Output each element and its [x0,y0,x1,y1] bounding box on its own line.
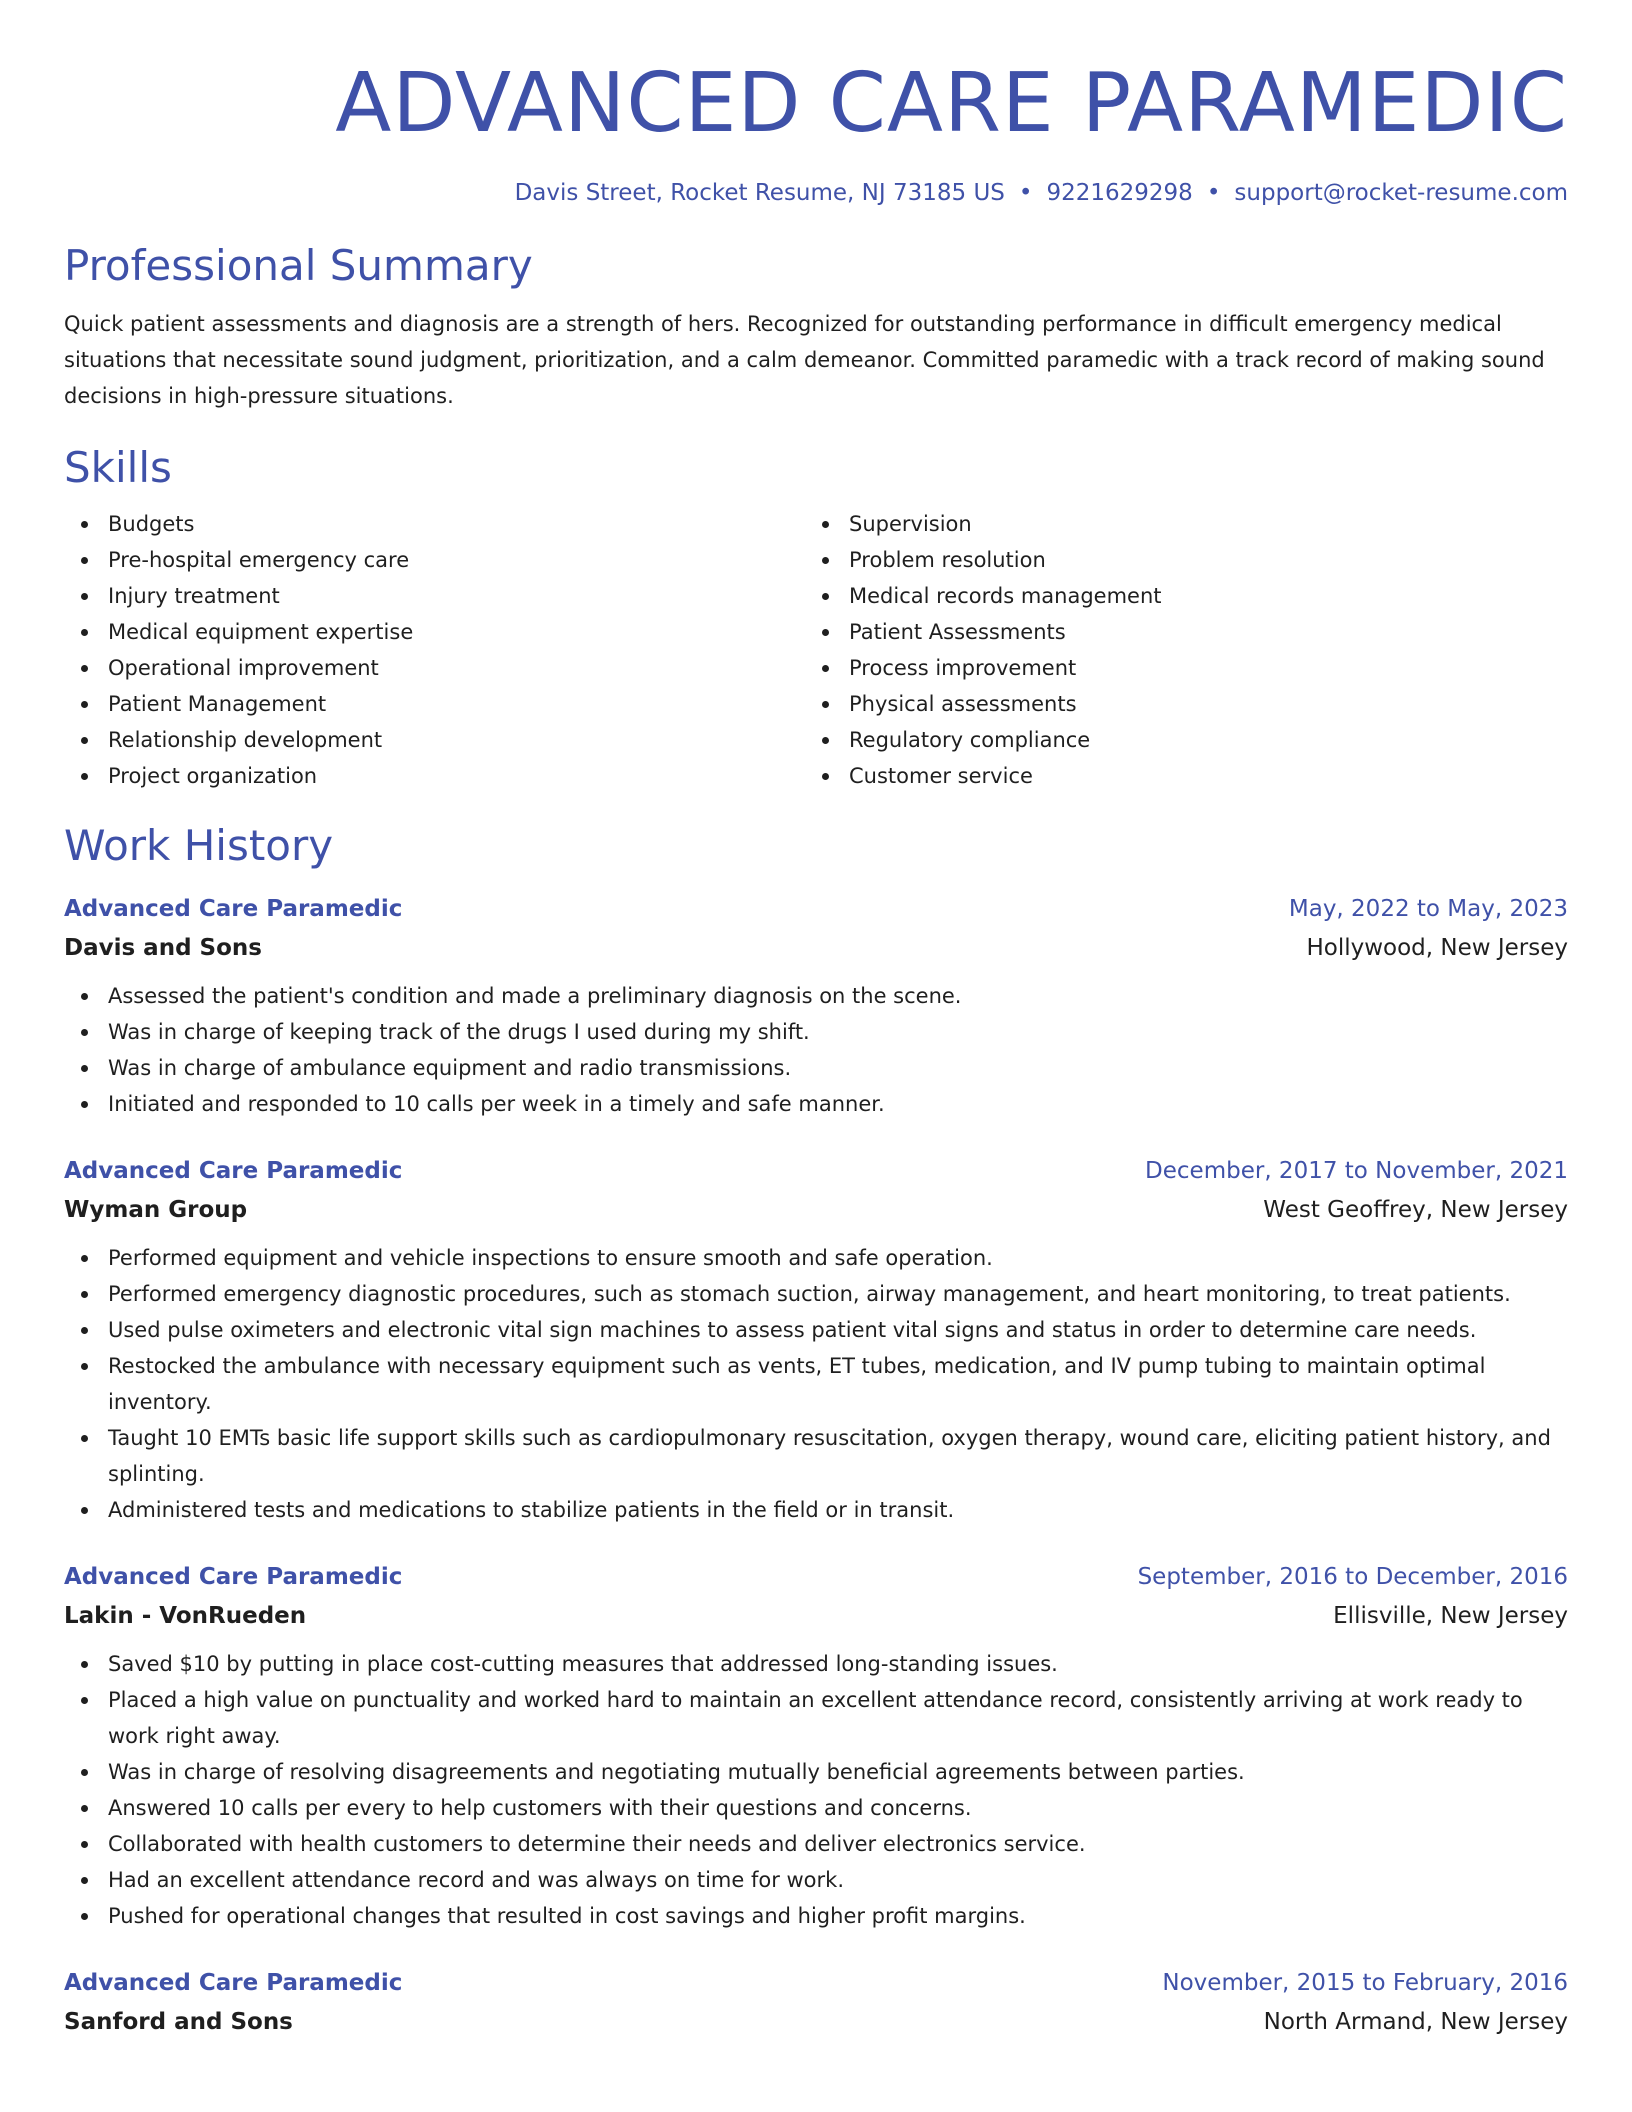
job-company-row [64,1190,1568,1230]
job-header-row [64,1558,1568,1596]
skill-item: Regulatory compliance [805,722,1546,758]
skill-item: Relationship development [64,722,805,758]
job-location: West Geoffrey, New Jersey [1263,1197,1568,1223]
job-header-row [64,1152,1568,1190]
job-dates: May, 2022 to May, 2023 [1288,896,1568,922]
skills-column-right [805,506,1546,794]
skills-heading: Skills [64,443,172,492]
duty-item: Assessed the patient's condition and made a preliminary diagnosis on the scene. [64,978,1568,1014]
job-header-row [64,890,1568,928]
separator: • [1206,180,1221,206]
skill-item: Patient Management [64,686,805,722]
duty-item: Was in charge of ambulance equipment and radio transmissions. [64,1050,1568,1086]
summary-text: Quick patient assessments and diagnosis are a strength of hers. Recognized for outstanding performance in difficult emergency medical situations that necessitate sound judgment, prioritization, and a calm demeanor. Committed paramedic with a track record of making sound decisions in high-pressure situations. [64,312,1545,408]
skill-item: Pre-hospital emergency care [64,542,805,578]
job-dates: November, 2015 to February, 2016 [1162,1970,1568,1996]
skill-item: Supervision [805,506,1546,542]
duty-item: Restocked the ambulance with necessary equipment such as vents, ET tubes, medication, and IV pump tubing to maintain optimal inventory. [64,1348,1568,1420]
job-dates: December, 2017 to November, 2021 [1145,1158,1568,1184]
job-dates: September, 2016 to December, 2016 [1137,1564,1568,1590]
job-header-row [64,1964,1568,2002]
job-entry [64,1964,1568,2042]
candidate-name: ADVANCED CARE PARAMEDIC [335,56,1568,151]
skills-column-left [64,506,805,794]
job-entry [64,1152,1568,1528]
skill-item: Patient Assessments [805,614,1546,650]
duty-item: Saved $10 by putting in place cost-cutting measures that addressed long-standing issues. [64,1646,1568,1682]
skill-item: Process improvement [805,650,1546,686]
job-location: Ellisville, New Jersey [1333,1603,1568,1629]
skill-item: Customer service [805,758,1546,794]
job-title: Advanced Care Paramedic [64,1970,403,1996]
duty-item: Was in charge of resolving disagreements and negotiating mutually beneficial agreements between parties. [64,1754,1568,1790]
job-title: Advanced Care Paramedic [64,1564,403,1590]
skill-item: Problem resolution [805,542,1546,578]
skill-item: Injury treatment [64,578,805,614]
job-title: Advanced Care Paramedic [64,1158,403,1184]
duty-item: Performed emergency diagnostic procedures, such as stomach suction, airway management, and heart monitoring, to treat patients. [64,1276,1568,1312]
duty-item: Used pulse oximeters and electronic vital sign machines to assess patient vital signs and status in order to determine care needs. [64,1312,1568,1348]
duty-item: Initiated and responded to 10 calls per week in a timely and safe manner. [64,1086,1568,1122]
job-entry [64,1558,1568,1934]
job-location: North Armand, New Jersey [1263,2009,1568,2035]
job-duties [64,978,1568,1122]
duty-item: Had an excellent attendance record and was always on time for work. [64,1862,1568,1898]
job-duties [64,1646,1568,1934]
skill-item: Physical assessments [805,686,1546,722]
duty-item: Pushed for operational changes that resulted in cost savings and higher profit margins. [64,1898,1568,1934]
company-name: Lakin - VonRueden [64,1603,307,1629]
email: support@rocket-resume.com [1234,180,1568,206]
duty-item: Collaborated with health customers to determine their needs and deliver electronics service. [64,1826,1568,1862]
duty-item: Answered 10 calls per every to help customers with their questions and concerns. [64,1790,1568,1826]
duty-item: Placed a high value on punctuality and worked hard to maintain an excellent attendance record, consistently arriving at work ready to work right away. [64,1682,1568,1754]
job-title: Advanced Care Paramedic [64,896,403,922]
company-name: Davis and Sons [64,935,262,961]
work-history-heading: Work History [64,821,334,870]
job-entry [64,890,1568,1122]
summary-heading: Professional Summary [64,241,533,290]
skill-item: Medical records management [805,578,1546,614]
phone: 9221629298 [1046,180,1193,206]
address: Davis Street, Rocket Resume, NJ 73185 US [514,180,1005,206]
duty-item: Taught 10 EMTs basic life support skills such as cardiopulmonary resuscitation, oxygen therapy, wound care, eliciting patient history, and splinting. [64,1420,1568,1492]
skills-list [64,506,1568,794]
job-company-row [64,928,1568,968]
skill-item: Project organization [64,758,805,794]
duty-item: Was in charge of keeping track of the drugs I used during my shift. [64,1014,1568,1050]
job-duties [64,1240,1568,1528]
company-name: Sanford and Sons [64,2009,293,2035]
duty-item: Administered tests and medications to stabilize patients in the field or in transit. [64,1492,1568,1528]
job-company-row [64,2002,1568,2042]
job-location: Hollywood, New Jersey [1306,935,1568,961]
contact-line [64,176,1568,210]
skill-item: Medical equipment expertise [64,614,805,650]
skill-item: Budgets [64,506,805,542]
job-company-row [64,1596,1568,1636]
separator: • [1018,180,1033,206]
company-name: Wyman Group [64,1197,248,1223]
duty-item: Performed equipment and vehicle inspections to ensure smooth and safe operation. [64,1240,1568,1276]
skill-item: Operational improvement [64,650,805,686]
